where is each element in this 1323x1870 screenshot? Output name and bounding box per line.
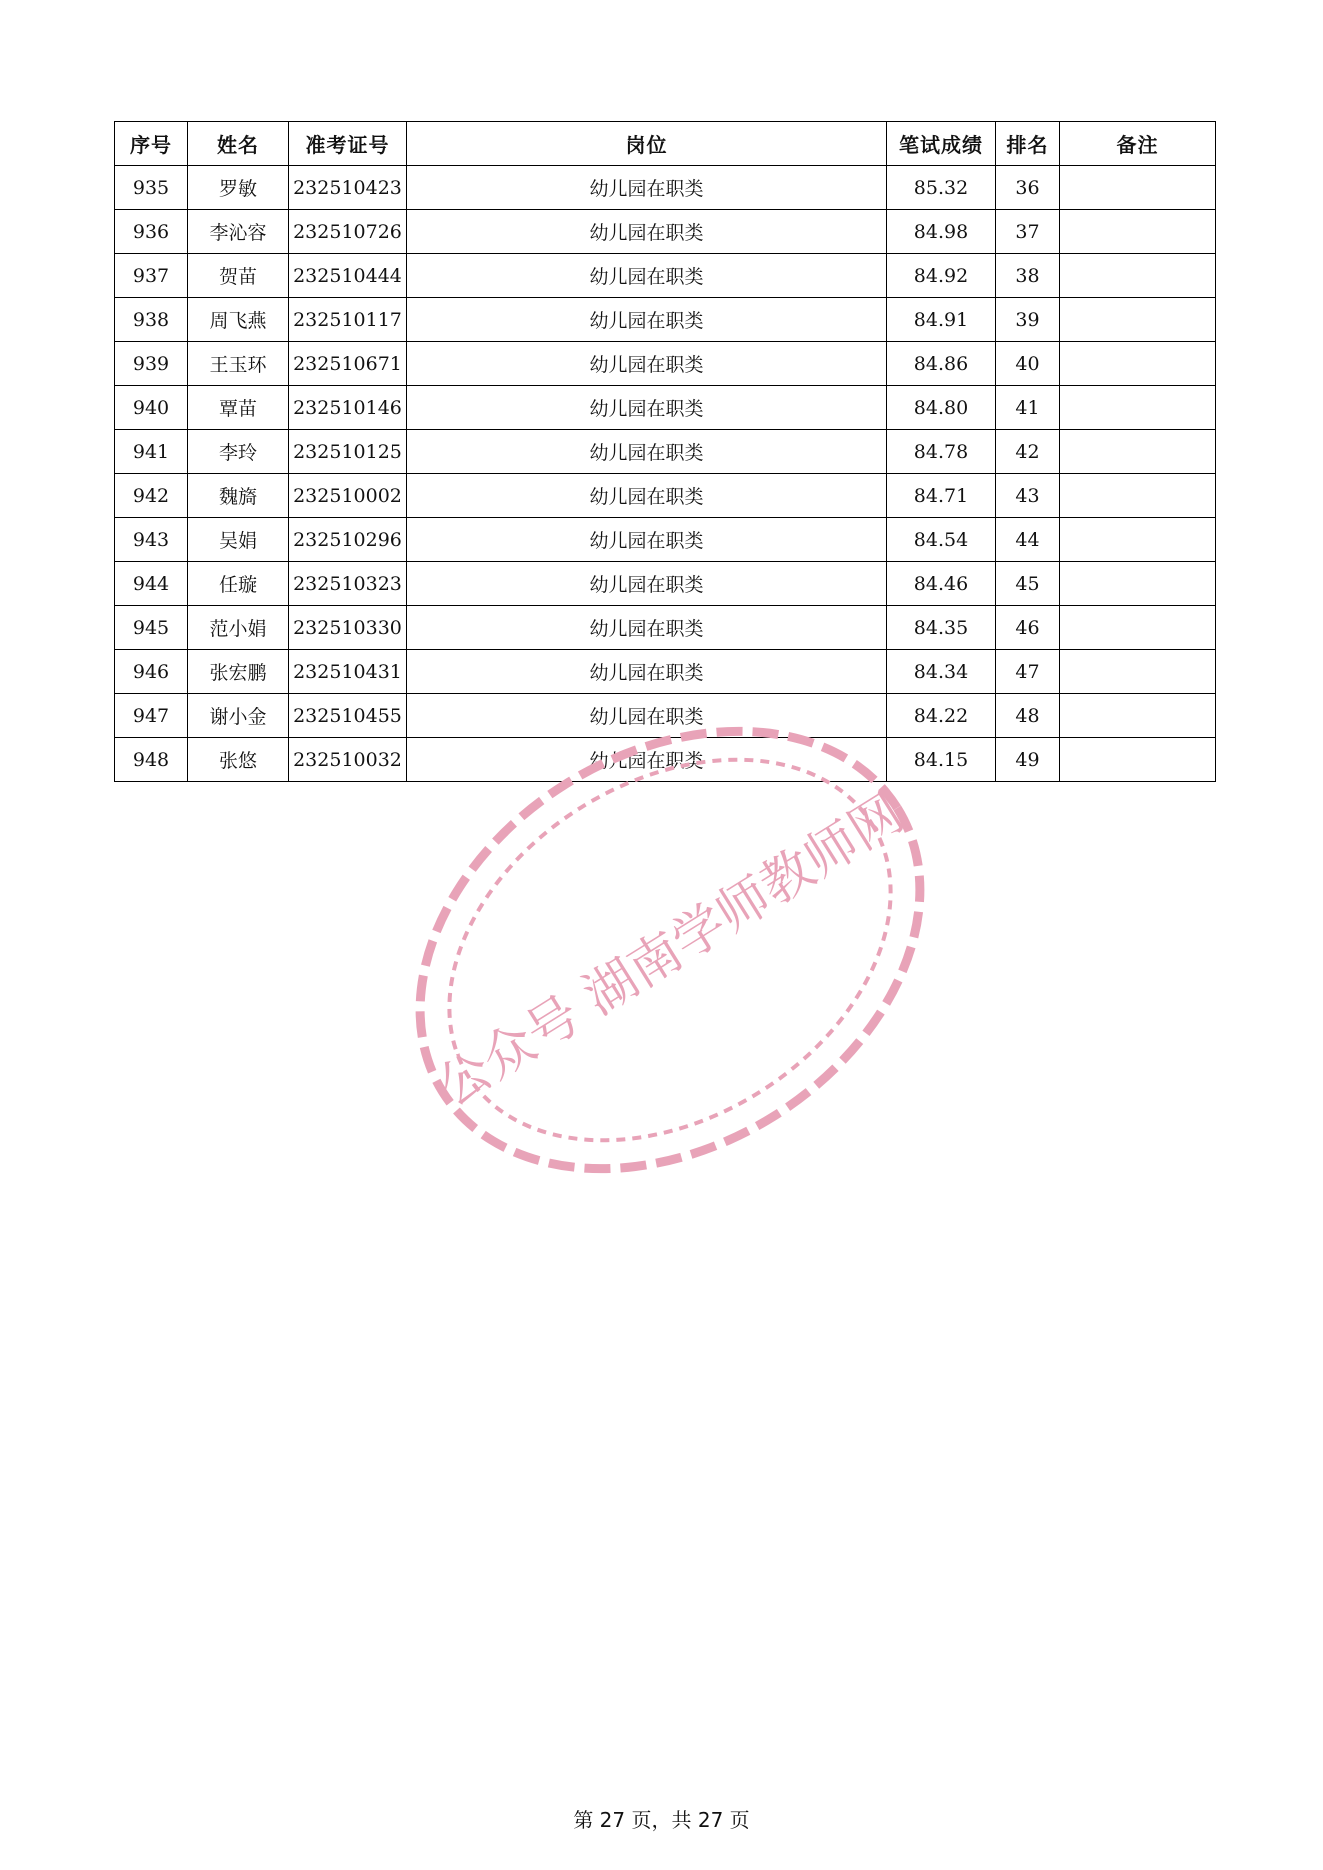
- cell-note: [1060, 386, 1216, 430]
- cell-post: 幼儿园在职类: [407, 298, 887, 342]
- cell-seq: 935: [115, 166, 188, 210]
- cell-note: [1060, 342, 1216, 386]
- cell-seq: 944: [115, 562, 188, 606]
- table-row: [115, 650, 1216, 694]
- cell-exam-id: 232510323: [289, 562, 407, 606]
- cell-post: 幼儿园在职类: [407, 650, 887, 694]
- cell-exam-id: 232510431: [289, 650, 407, 694]
- cell-note: [1060, 298, 1216, 342]
- cell-note: [1060, 606, 1216, 650]
- header-score: 笔试成绩: [887, 122, 996, 166]
- cell-score: 84.98: [887, 210, 996, 254]
- cell-post: 幼儿园在职类: [407, 166, 887, 210]
- cell-post: 幼儿园在职类: [407, 606, 887, 650]
- table-row: [115, 562, 1216, 606]
- cell-rank: 46: [996, 606, 1060, 650]
- cell-seq: 943: [115, 518, 188, 562]
- cell-rank: 47: [996, 650, 1060, 694]
- header-name: 姓名: [188, 122, 289, 166]
- cell-note: [1060, 474, 1216, 518]
- cell-name: 任璇: [188, 562, 289, 606]
- cell-note: [1060, 166, 1216, 210]
- cell-seq: 940: [115, 386, 188, 430]
- cell-name: 谢小金: [188, 694, 289, 738]
- cell-exam-id: 232510455: [289, 694, 407, 738]
- cell-seq: 936: [115, 210, 188, 254]
- cell-exam-id: 232510726: [289, 210, 407, 254]
- cell-rank: 41: [996, 386, 1060, 430]
- cell-name: 范小娟: [188, 606, 289, 650]
- cell-name: 张悠: [188, 738, 289, 782]
- cell-score: 84.92: [887, 254, 996, 298]
- table-row: [115, 254, 1216, 298]
- table-row: [115, 298, 1216, 342]
- table-row: [115, 430, 1216, 474]
- cell-rank: 36: [996, 166, 1060, 210]
- cell-post: 幼儿园在职类: [407, 342, 887, 386]
- cell-name: 张宏鹏: [188, 650, 289, 694]
- cell-seq: 945: [115, 606, 188, 650]
- cell-note: [1060, 518, 1216, 562]
- cell-post: 幼儿园在职类: [407, 738, 887, 782]
- cell-exam-id: 232510296: [289, 518, 407, 562]
- cell-seq: 938: [115, 298, 188, 342]
- cell-note: [1060, 562, 1216, 606]
- page-footer: 第 27 页，共 27 页: [573, 1808, 750, 1832]
- cell-post: 幼儿园在职类: [407, 694, 887, 738]
- cell-post: 幼儿园在职类: [407, 562, 887, 606]
- cell-rank: 39: [996, 298, 1060, 342]
- cell-note: [1060, 694, 1216, 738]
- cell-note: [1060, 650, 1216, 694]
- table-row: [115, 474, 1216, 518]
- cell-name: 罗敏: [188, 166, 289, 210]
- table-row: [115, 342, 1216, 386]
- cell-score: 84.54: [887, 518, 996, 562]
- cell-name: 覃苗: [188, 386, 289, 430]
- table-row: [115, 606, 1216, 650]
- cell-exam-id: 232510002: [289, 474, 407, 518]
- cell-score: 84.86: [887, 342, 996, 386]
- cell-seq: 937: [115, 254, 188, 298]
- cell-exam-id: 232510671: [289, 342, 407, 386]
- header-exam-id: 准考证号: [289, 122, 407, 166]
- cell-score: 85.32: [887, 166, 996, 210]
- cell-note: [1060, 254, 1216, 298]
- table-row: [115, 738, 1216, 782]
- cell-score: 84.35: [887, 606, 996, 650]
- cell-score: 84.15: [887, 738, 996, 782]
- cell-name: 贺苗: [188, 254, 289, 298]
- cell-rank: 37: [996, 210, 1060, 254]
- cell-exam-id: 232510032: [289, 738, 407, 782]
- cell-rank: 45: [996, 562, 1060, 606]
- cell-seq: 946: [115, 650, 188, 694]
- cell-seq: 941: [115, 430, 188, 474]
- cell-rank: 48: [996, 694, 1060, 738]
- cell-name: 吴娟: [188, 518, 289, 562]
- cell-score: 84.71: [887, 474, 996, 518]
- score-table: [114, 121, 1216, 782]
- cell-score: 84.91: [887, 298, 996, 342]
- watermark-text: 公众号 湖南学师教师网: [427, 783, 914, 1119]
- cell-note: [1060, 430, 1216, 474]
- table-header-row: [115, 122, 1216, 166]
- cell-exam-id: 232510444: [289, 254, 407, 298]
- cell-exam-id: 232510146: [289, 386, 407, 430]
- cell-post: 幼儿园在职类: [407, 386, 887, 430]
- cell-rank: 44: [996, 518, 1060, 562]
- cell-note: [1060, 738, 1216, 782]
- cell-rank: 49: [996, 738, 1060, 782]
- cell-score: 84.78: [887, 430, 996, 474]
- header-rank: 排名: [996, 122, 1060, 166]
- cell-rank: 42: [996, 430, 1060, 474]
- cell-name: 李玲: [188, 430, 289, 474]
- cell-seq: 939: [115, 342, 188, 386]
- header-note: 备注: [1060, 122, 1216, 166]
- header-post: 岗位: [407, 122, 887, 166]
- cell-note: [1060, 210, 1216, 254]
- table-body: [115, 166, 1216, 782]
- cell-post: 幼儿园在职类: [407, 518, 887, 562]
- cell-score: 84.46: [887, 562, 996, 606]
- header-seq: 序号: [115, 122, 188, 166]
- cell-name: 周飞燕: [188, 298, 289, 342]
- cell-post: 幼儿园在职类: [407, 430, 887, 474]
- cell-exam-id: 232510125: [289, 430, 407, 474]
- cell-rank: 38: [996, 254, 1060, 298]
- cell-score: 84.34: [887, 650, 996, 694]
- cell-seq: 947: [115, 694, 188, 738]
- table-row: [115, 386, 1216, 430]
- cell-name: 魏旖: [188, 474, 289, 518]
- cell-post: 幼儿园在职类: [407, 474, 887, 518]
- table-row: [115, 210, 1216, 254]
- cell-exam-id: 232510330: [289, 606, 407, 650]
- cell-rank: 40: [996, 342, 1060, 386]
- cell-exam-id: 232510423: [289, 166, 407, 210]
- cell-post: 幼儿园在职类: [407, 210, 887, 254]
- cell-exam-id: 232510117: [289, 298, 407, 342]
- cell-score: 84.22: [887, 694, 996, 738]
- table-row: [115, 694, 1216, 738]
- cell-score: 84.80: [887, 386, 996, 430]
- cell-name: 李沁容: [188, 210, 289, 254]
- cell-post: 幼儿园在职类: [407, 254, 887, 298]
- cell-name: 王玉环: [188, 342, 289, 386]
- table-row: [115, 518, 1216, 562]
- cell-rank: 43: [996, 474, 1060, 518]
- cell-seq: 948: [115, 738, 188, 782]
- table-row: [115, 166, 1216, 210]
- cell-seq: 942: [115, 474, 188, 518]
